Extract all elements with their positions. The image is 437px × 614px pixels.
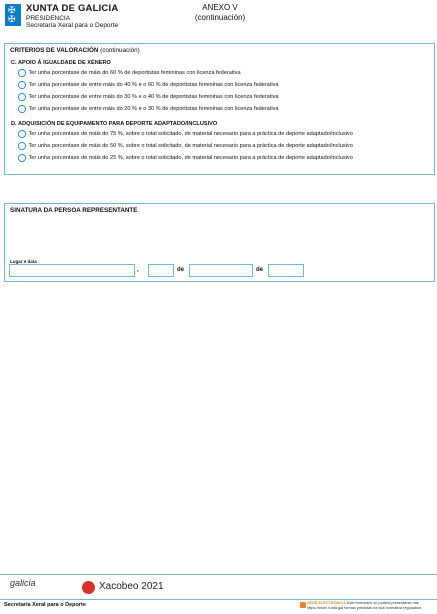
- option-d3[interactable]: [18, 154, 353, 162]
- radio-button[interactable]: [18, 93, 26, 101]
- option-d1[interactable]: [18, 130, 353, 138]
- footer-sede-line1: [307, 601, 419, 605]
- group-c-title: C. APOIO Á IGUALDADE DE XÉNERO: [11, 60, 111, 66]
- option-label: Ter unha porcentaxe de máis do 25 %, sobre o total solicitado, de material necesario para a práctica de deporte adaptado/inclusivo: [28, 154, 353, 161]
- sede-label: SEDE ELECTRÓNICA: [307, 601, 346, 605]
- option-label: Ter unha porcentaxe de entre máis do 40 % e o 60 % de deportistas femininas con licenza federativa: [28, 81, 279, 88]
- radio-button[interactable]: [18, 142, 26, 150]
- annex-title: ANEXO V: [202, 3, 238, 12]
- sede-icon: [300, 602, 306, 608]
- xacobeo-logo-icon: [82, 581, 95, 594]
- signature-title: SINATURA DA PERSOA REPRESENTANTE: [10, 207, 138, 214]
- day-field[interactable]: [148, 264, 174, 277]
- org-name: XUNTA DE GALICIA: [26, 3, 119, 14]
- sede-url[interactable]: https://sede.xunta.gal: [307, 606, 344, 610]
- criteria-title: [10, 47, 140, 54]
- comma-separator: ,: [137, 267, 139, 273]
- footer-sede-line2: [307, 606, 421, 610]
- org-sub-department: Secretaría Xeral para o Deporte: [26, 22, 119, 29]
- option-label: Ter unha porcentaxe de máis do 50 %, sobre o total solicitado, de material necesario para a práctica de deporte adaptado/inclusivo: [28, 142, 353, 149]
- place-field[interactable]: [9, 264, 135, 277]
- radio-button[interactable]: [18, 130, 26, 138]
- option-label: Ter unha porcentaxe de máis do 60 % de deportistas femininas con licenza federativa: [28, 69, 241, 76]
- option-label: Ter unha porcentaxe de entre máis do 20 % e o 30 % de deportistas femininas con licenza federativa: [28, 105, 279, 112]
- sede-text-2: formas previstas na súa normativa reguladora: [344, 606, 422, 610]
- option-label: Ter unha porcentaxe de entre máis do 30 % e o 40 % de deportistas femininas con licenza federativa: [28, 93, 279, 100]
- sede-text: Este formulario só poderá presentarse nas: [346, 601, 419, 605]
- option-c1[interactable]: [18, 69, 241, 77]
- annex-subtitle: (continuación): [194, 13, 246, 22]
- option-c2[interactable]: [18, 81, 279, 89]
- footer-band: [0, 574, 437, 600]
- org-department: PRESIDENCIA: [26, 15, 71, 22]
- galicia-logo: galicia: [10, 578, 36, 588]
- annex-title-block: [175, 3, 265, 23]
- radio-button[interactable]: [18, 154, 26, 162]
- month-field[interactable]: [189, 264, 253, 277]
- place-date-label: Lugar e data: [10, 259, 37, 264]
- criteria-title-text: CRITERIOS DE VALORACIÓN: [10, 47, 99, 54]
- criteria-title-note: (continuación): [100, 47, 140, 54]
- option-label: Ter unha porcentaxe de máis do 75 %, sobre o total solicitado, de material necesario para a práctica de deporte adaptado/inclusivo: [28, 130, 353, 137]
- group-d-title: D. ADQUISICIÓN DE EQUIPAMENTO PARA DEPORTE ADAPTADO/INCLUSIVO: [11, 121, 218, 127]
- year-field[interactable]: [268, 264, 304, 277]
- de-label-2: de: [256, 267, 264, 273]
- option-c3[interactable]: [18, 93, 279, 101]
- xacobeo-logo-text: Xacobeo 2021: [99, 581, 164, 592]
- option-d2[interactable]: [18, 142, 353, 150]
- de-label-1: de: [177, 267, 185, 273]
- option-c4[interactable]: [18, 105, 279, 113]
- radio-button[interactable]: [18, 105, 26, 113]
- radio-button[interactable]: [18, 81, 26, 89]
- radio-button[interactable]: [18, 69, 26, 77]
- xunta-logo-icon: ✠ ✠: [5, 4, 21, 26]
- footer-department: Secretaría Xeral para o Deporte: [4, 602, 86, 608]
